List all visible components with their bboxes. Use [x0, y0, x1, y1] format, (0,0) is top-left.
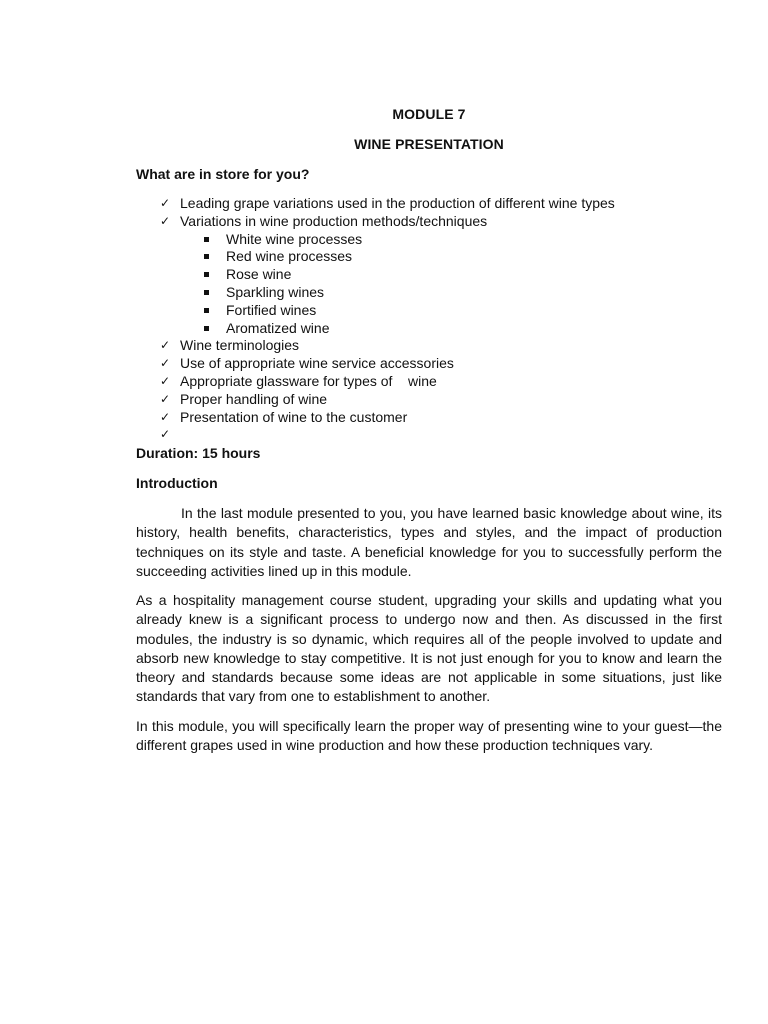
check-mark-icon: ✓: [160, 338, 171, 353]
sub-list-item: [136, 284, 736, 302]
topics-list: [136, 195, 736, 444]
sub-list-item-text: Aromatized wine: [226, 319, 330, 336]
check-mark-icon: ✓: [160, 213, 171, 228]
list-item: [136, 337, 736, 355]
list-item: [136, 355, 736, 373]
square-bullet-icon: [204, 237, 209, 242]
module-title: WINE PRESENTATION: [354, 136, 504, 152]
store-heading: What are in store for you?: [136, 166, 310, 182]
sub-list-item-text: Fortified wines: [226, 301, 317, 318]
list-item: [136, 213, 736, 231]
list-item: [136, 409, 736, 427]
sub-list-item: [136, 231, 736, 249]
check-mark-icon: ✓: [160, 427, 171, 442]
sub-list-item-text: Sparkling wines: [226, 283, 325, 300]
sub-list-item-text: Red wine processes: [226, 248, 353, 265]
introduction-paragraph-2: As a hospitality management course student, upgrading your skills and updating what you already knew is a significant process to undergo now and then. As discussed in the first modules, the industry is so dynamic, which requires all of the people involved to update and absorb new knowledge to stay competitive. It is not just enough for you to know and learn the theory and standards because some ideas are not applicable in some situations, just like standards that vary from one to establishment to another.: [136, 592, 722, 705]
list-item: [136, 391, 736, 409]
square-bullet-icon: [204, 272, 209, 277]
introduction-paragraph-3: In this module, you will specifically learn the proper way of presenting wine to your guest—the different grapes used in wine production and how these production techniques vary.: [136, 718, 722, 754]
square-bullet-icon: [204, 308, 209, 313]
square-bullet-icon: [204, 326, 209, 331]
list-item-text: Presentation of wine to the customer: [180, 408, 408, 425]
check-mark-icon: ✓: [160, 356, 171, 371]
list-item: [136, 373, 736, 391]
list-item-text: Leading grape variations used in the production of different wine types: [180, 195, 615, 211]
list-item: [136, 195, 736, 213]
list-item-text: Wine terminologies: [180, 337, 300, 354]
check-mark-icon: ✓: [160, 391, 171, 406]
list-item-empty: [136, 426, 736, 444]
list-item-text: Variations in wine production methods/techniques: [180, 212, 488, 229]
introduction-heading: Introduction: [136, 475, 218, 491]
sub-list-item: [136, 302, 736, 320]
check-mark-icon: ✓: [160, 373, 171, 388]
sub-list-item-text: Rose wine: [226, 266, 292, 283]
sub-list-item: [136, 248, 736, 266]
sub-list-item: [136, 320, 736, 338]
square-bullet-icon: [204, 254, 209, 259]
check-mark-icon: ✓: [160, 409, 171, 424]
sub-list-item-text: White wine processes: [226, 230, 363, 247]
list-item-text: Use of appropriate wine service accessories: [180, 355, 454, 372]
duration-line: Duration: 15 hours: [136, 445, 261, 461]
list-item-text: Proper handling of wine: [180, 390, 328, 407]
sub-list-item: [136, 266, 736, 284]
list-item-text: Appropriate glassware for types of wine: [180, 372, 437, 389]
square-bullet-icon: [204, 290, 209, 295]
module-number: MODULE 7: [392, 106, 466, 122]
check-mark-icon: ✓: [160, 196, 171, 210]
introduction-paragraph-1: In the last module presented to you, you have learned basic knowledge about wine, its history, health benefits, characteristics, types and styles, and the impact of production techniques on its style and taste. A beneficial knowledge for you to successfully perform the succeeding activities lined up in this module.: [136, 505, 722, 579]
